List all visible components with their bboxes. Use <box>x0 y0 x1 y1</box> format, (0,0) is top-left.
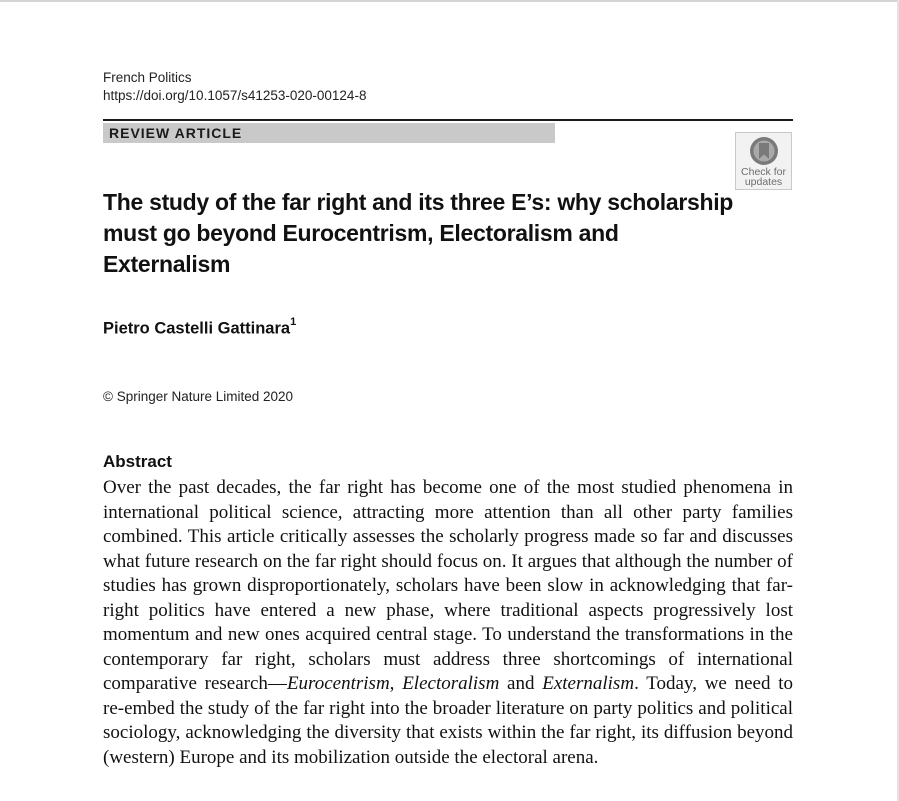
journal-header <box>103 69 366 105</box>
journal-name: French Politics <box>103 70 192 85</box>
author-name[interactable]: Pietro Castelli Gattinara <box>103 319 291 338</box>
abstract-text: Over the past decades, the far right has become one of the most studied phenomena in international political science, attracting more attention than all other party families combined. This article critically assesses the scholarly progress made so far and discusses what future research on the far right should focus on. It argues that although the number of studies has grown disproportionately, scholars have been slow in acknowledging that far-right politics have entered a new phase, where traditional aspects progressively lost momentum and new ones acquired central stage. To understand the transformations in the contemporary far right, scholars must address three shortcomings of international comparative research—Eurocentrism, Electoralism and Externalism. Today, we need to re-embed the study of the far right into the broader literature on party politics and political sociology, acknowledging the diversity that exists within the far right, its diffusion beyond (western) Europe and its mobilization outside the electoral arena. <box>103 477 794 768</box>
section-label: REVIEW ARTICLE <box>109 125 243 141</box>
header-rule <box>103 119 793 121</box>
badge-label: Check for updates <box>741 166 786 188</box>
article-title: The study of the far right and its three E’s: why scholarship must go beyond Eurocentrism, Electoralism and Externalism <box>103 189 734 277</box>
affiliation-mark: 1 <box>290 316 297 328</box>
bookmark-circle-icon <box>749 136 779 166</box>
copyright-notice: © Springer Nature Limited 2020 <box>103 389 294 404</box>
check-for-updates-badge[interactable] <box>735 132 792 190</box>
term-eurocentrism: Eurocentrism <box>286 673 390 694</box>
doi-link[interactable]: https://doi.org/10.1057/s41253-020-00124-8 <box>103 88 367 103</box>
author <box>103 313 296 340</box>
term-externalism: Externalism <box>542 673 635 694</box>
term-electoralism: Electoralism <box>402 673 500 694</box>
page-top-border <box>0 0 899 2</box>
abstract-heading: Abstract <box>103 452 172 471</box>
